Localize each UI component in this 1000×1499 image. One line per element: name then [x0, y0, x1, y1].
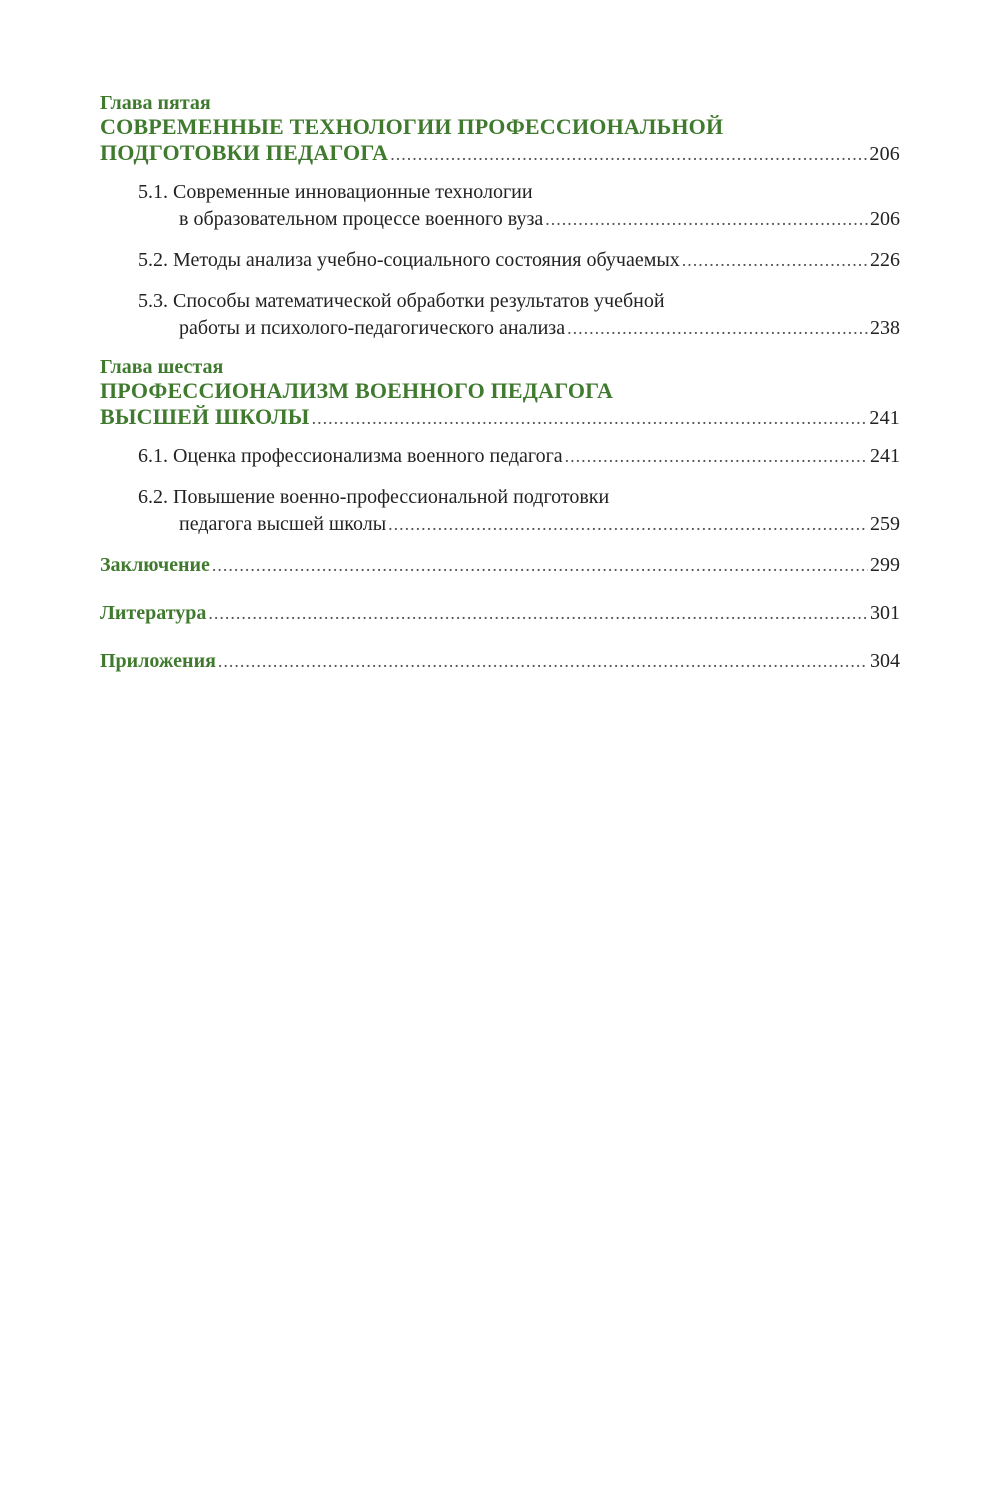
- table-of-contents: [100, 92, 900, 696]
- toc-section-6-2[interactable]: [138, 484, 900, 538]
- toc-section-5-1[interactable]: [138, 179, 900, 233]
- page-number: 206: [870, 208, 900, 230]
- chapter-label: Глава пятая: [100, 92, 211, 114]
- dot-leader: [218, 648, 868, 675]
- dot-leader: [388, 511, 868, 538]
- page-number: 301: [870, 602, 900, 624]
- section-title-text: педагога высшей школы: [179, 513, 387, 535]
- toc-section-5-2[interactable]: [138, 247, 900, 274]
- section-title-line: 5.3. Способы математической обработки результатов учебной: [138, 290, 665, 312]
- page-number: 226: [870, 249, 900, 271]
- dot-leader: [312, 405, 868, 431]
- section-list: [100, 443, 900, 538]
- back-matter-title: Литература: [100, 602, 207, 624]
- page-number: 304: [870, 650, 900, 672]
- section-title-line: 6.2. Повышение военно-профессиональной подготовки: [138, 486, 610, 508]
- toc-section-6-1[interactable]: [138, 443, 900, 470]
- section-title-text: в образовательном процессе военного вуза: [179, 208, 544, 230]
- dot-leader: [682, 247, 868, 274]
- section-title-line-with-page: [138, 315, 900, 342]
- section-title-line-with-page: [138, 206, 900, 233]
- chapter-title-line: ПРОФЕССИОНАЛИЗМ ВОЕННОГО ПЕДАГОГА: [100, 378, 614, 403]
- page-number: 241: [869, 407, 900, 429]
- section-list: [100, 179, 900, 342]
- page-number: 299: [870, 554, 900, 576]
- chapter-title-text: ВЫСШЕЙ ШКОЛЫ: [100, 404, 310, 429]
- toc-section-5-3[interactable]: [138, 288, 900, 342]
- toc-conclusion[interactable]: [100, 552, 900, 579]
- toc-chapter-6: [100, 356, 900, 538]
- section-title-text: 6.1. Оценка профессионализма военного педагога: [138, 445, 563, 467]
- chapter-title-line-with-page[interactable]: [100, 140, 900, 167]
- section-title-text: 5.2. Методы анализа учебно-социального состояния обучаемых: [138, 249, 680, 271]
- dot-leader: [390, 141, 867, 167]
- section-title-line-with-page: [138, 247, 900, 274]
- page-number: 206: [869, 143, 900, 165]
- dot-leader: [565, 443, 868, 470]
- section-title-line-with-page: [138, 511, 900, 538]
- section-title-text: работы и психолого-педагогического анализа: [179, 317, 566, 339]
- section-title-line: 5.1. Современные инновационные технологии: [138, 181, 533, 203]
- chapter-title-line: СОВРЕМЕННЫЕ ТЕХНОЛОГИИ ПРОФЕССИОНАЛЬНОЙ: [100, 114, 724, 139]
- back-matter-title: Заключение: [100, 554, 210, 576]
- back-matter-title: Приложения: [100, 650, 216, 672]
- page-number: 241: [870, 445, 900, 467]
- dot-leader: [208, 600, 868, 627]
- chapter-label: Глава шестая: [100, 356, 224, 378]
- page-number: 259: [870, 513, 900, 535]
- toc-appendices[interactable]: [100, 648, 900, 675]
- page-number: 238: [870, 317, 900, 339]
- section-title-line-with-page: [138, 443, 900, 470]
- toc-chapter-5: [100, 92, 900, 342]
- dot-leader: [567, 315, 868, 342]
- chapter-title-text: ПОДГОТОВКИ ПЕДАГОГА: [100, 140, 389, 165]
- toc-literature[interactable]: [100, 600, 900, 627]
- dot-leader: [212, 552, 868, 579]
- dot-leader: [545, 206, 868, 233]
- chapter-title-line-with-page[interactable]: [100, 404, 900, 431]
